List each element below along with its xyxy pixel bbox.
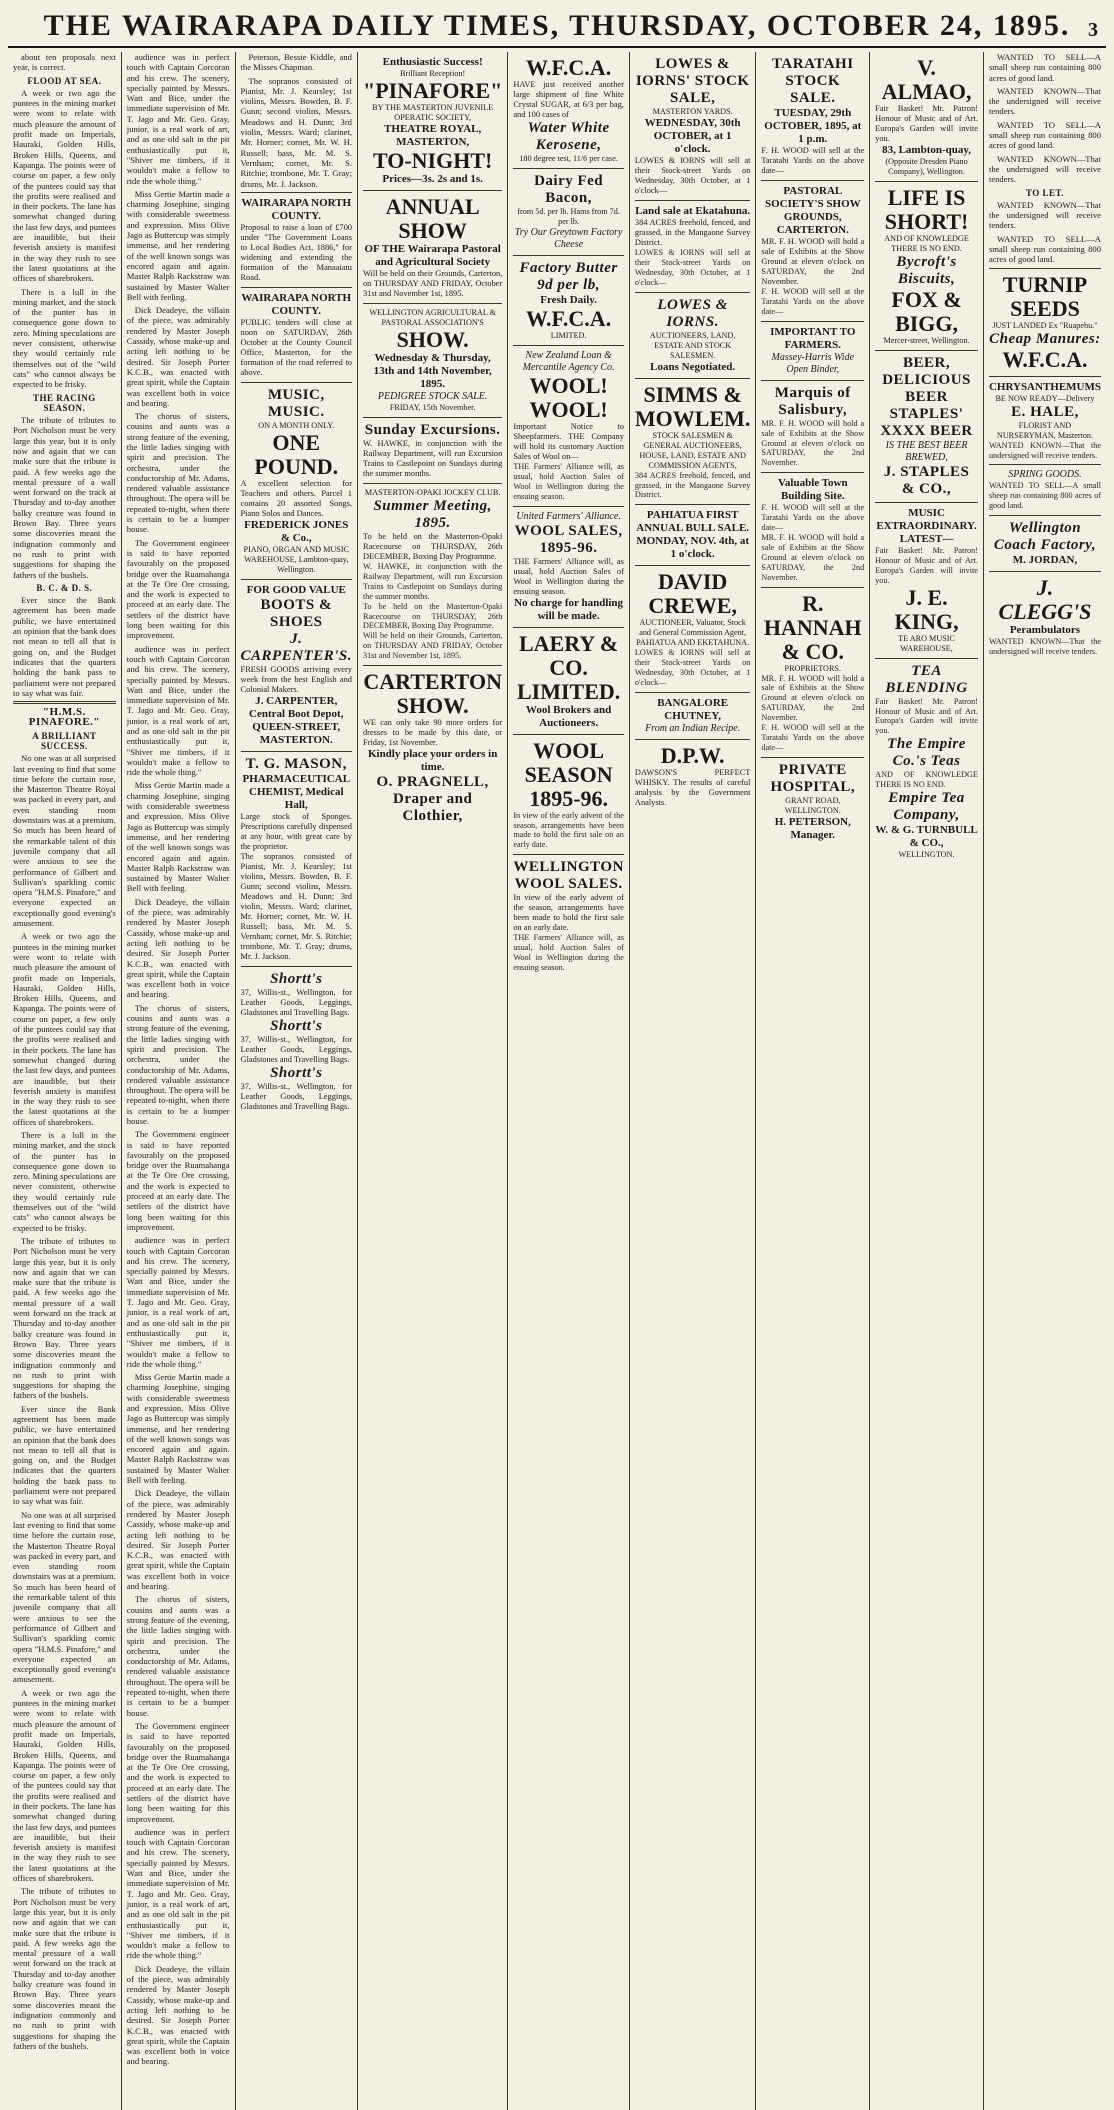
article-paragraph: Ever since the Bank agreement has been made public, we have entertained an opinion that the bank does not mean to tell all that is going on, and the Budget indicates that the quarters holding the bank pass to parliament were not prepared to say what was fair. xyxy=(13,1403,116,1507)
advert-almao xyxy=(875,52,978,181)
article-paragraph: Peterson, Bessie Kiddle, and the Misses Chapman. xyxy=(240,52,352,73)
advert-subheading: IS THE BEST BEER BREWED, xyxy=(885,440,968,463)
advert-heading: New Zealand Loan & Mercantile Agency Co. xyxy=(522,350,615,373)
article-paragraph: The chorus of sisters, cousins and aunts was a strong feature of the evening, the little ladies singing with spirit and precision. The orchestra, under the conductorship of Mr. Adams, rendered valuable assistance throughout. The opera will be repeated to-night, when there is certain to be a bumper house. xyxy=(126,1594,230,1718)
advert-heading: WELLINGTON AGRICULTURAL & PASTORAL ASSOCIATION'S xyxy=(369,308,496,327)
advert-chrysanthemums xyxy=(989,376,1101,465)
advert-body: 37, Willis-st., Wellington, for Leather Goods, Leggings, Gladstones and Travelling Bags. xyxy=(240,1081,352,1111)
advert-heading: Marquis of Salisbury, xyxy=(774,384,851,418)
advert-firm: FOX & BIGG, xyxy=(891,287,962,336)
article-paragraph: A week or two ago the puntees in the mining market were wont to relate with much pleasure the amount of profit made on Imperials, Hauraki, Golden Hills, Broken Hills, Queens, and Kapanga. The points were of course on paper, a few only of the puntees could say that the profits were realised and in their pockets. The lane has somewhat changed during the last few days, and puntees are inaudible, but their feverish anxiety is manifest in the way they rush to see the latest quotations at the offices of sharebrokers. xyxy=(13,1687,116,1884)
article-paragraph: A week or two ago the puntees in the mining market were wont to relate with much pleasure the amount of profit made on Imperials, Hauraki, Golden Hills, Broken Hills, Queens, and Kapanga. The points were of course on paper, a few only of the puntees could say that the profits were realised and in their pockets. The lane has somewhat changed during the last few days, and puntees are inaudible, but their feverish anxiety is manifest in the way they rush to see the latest quotations at the offices of sharebrokers. xyxy=(13,931,116,1127)
advert-heading: WAIRARAPA NORTH COUNTY. xyxy=(241,196,352,222)
divider xyxy=(13,701,116,704)
advert-heading: Enthusiastic Success! xyxy=(382,56,483,68)
advert-subheading: AUCTIONEERS, LAND, ESTATE AND STOCK SALESMEN. xyxy=(649,330,736,360)
advert-david-crewe xyxy=(635,565,751,692)
masthead xyxy=(8,6,1106,48)
column-1 xyxy=(8,52,122,2110)
advert-heading: V. ALMAO, xyxy=(881,55,972,104)
advert-heading: CARTERTON SHOW. xyxy=(363,669,502,719)
advert-by: BY THE MASTERTON JUVENILE OPERATIC SOCIETY, xyxy=(372,103,494,122)
advert-body: MR. F. H. WOOD will hold a sale of Exhibits at the Show Ground at eleven o'clock on SATURDAY, the 2nd November. xyxy=(761,237,865,286)
advert-firm: Empire Tea Company, xyxy=(888,790,965,824)
advert-pinafore xyxy=(363,52,502,190)
advert-subheading: LATEST— xyxy=(899,533,954,545)
article-paragraph: The chorus of sisters, cousins and aunts was a strong feature of the evening, the little ladies singing with spirit and precision. The orchestra, under the conductorship of Mr. Adams, rendered valuable assistance throughout. The opera will be repeated to-night, when there is certain to be a bumper house. xyxy=(126,411,230,535)
article-paragraph: No one was at all surprised last evening to find that some time before the curtain rose, the Masterton Theatre Royal was packed in every part, and even standing room downstairs was at a premium. So much has been heard of the remarkable talent of this juvenile company that all were anxious to see the performance of Gilbert and Sullivan's sparkling comic opera "H.M.S. Pinafore," and everyone expected an exceptionally good evening's amusement. xyxy=(13,1509,116,1685)
advert-excursions xyxy=(363,417,502,483)
article-intro: about ten proposals next year, is correct. xyxy=(13,52,116,73)
advert-subheading: Wool Brokers and Auctioneers. xyxy=(525,703,612,729)
advert-subheading: PROPRIETORS. xyxy=(784,663,842,673)
advert-body: THE Farmers' Alliance will, as usual, hold Auction Sales of Wool in Wellington during the ensuing season. xyxy=(513,462,624,501)
advert-body: Will be held on their Grounds, Carterton, on THURSDAY AND FRIDAY, October 31st and November 1st, 1895. xyxy=(362,269,503,298)
advert-subheading: Perambulators xyxy=(1009,624,1081,637)
article-heading: THE RACING SEASON. xyxy=(33,392,96,413)
advert-body: FRESH GOODS arriving every week from the best English and Colonial Makers. xyxy=(240,664,352,694)
advert-bull-sale xyxy=(635,504,751,565)
advert-tea xyxy=(875,658,978,864)
article-heading: B. C. & D. S. xyxy=(36,582,93,593)
advert-salisbury xyxy=(761,380,864,473)
advert-prices: Prices—3s. 2s and 1s. xyxy=(382,173,483,185)
advert-body: WANTED KNOWN—That the undersigned will receive tenders. xyxy=(988,440,1101,460)
advert-body: In view of the early advent of the season, arrangements have been made to hold the first sale on an early date. xyxy=(513,893,624,933)
advert-address: TE ARO MUSIC WAREHOUSE, xyxy=(898,633,955,653)
advert-subheading: PEDIGREE STOCK SALE. xyxy=(377,391,488,402)
advert-subheading: MASTERTON YARDS. xyxy=(652,107,733,116)
advert-date: TUESDAY, 29th OCTOBER, 1895, at 1 p.m. xyxy=(764,107,862,145)
advert-heading: Dairy Fed Bacon, xyxy=(534,173,604,206)
advert-body: Fair Basket! Mr. Patron! Honour of Music and of Art. Europa's Garden will invite you. xyxy=(875,104,978,143)
advert-address: FLORIST AND NURSERYMAN, Masterton. xyxy=(996,420,1094,440)
advert-name: M. JORDAN, xyxy=(1012,554,1078,567)
advert-heading: Wellington Coach Factory, xyxy=(993,520,1097,554)
advert-body: THE Farmers' Alliance will, as usual, hold Auction Sales of Wool in Wellington during the ensuing season. xyxy=(513,933,624,972)
advert-body: Large stock of Sponges. Prescriptions carefully dispensed at any hour, with great care by the proprietor. xyxy=(240,811,352,851)
advert-heading: WELLINGTON WOOL SALES. xyxy=(513,859,624,893)
advert-heading: TEA BLENDING xyxy=(885,662,968,696)
advert-body: From an Indian Recipe. xyxy=(645,722,741,734)
advert-body: F. H. WOOD will sell at the Taratahi Yards on the above date— xyxy=(761,503,865,533)
advert-show: SHOW. xyxy=(396,327,469,352)
article-paragraph: No one was at all surprised last evening to find that some time before the curtain rose, the Masterton Theatre Royal was packed in every part, and even standing room downstairs was at a premium. So much has been heard of the remarkable talent of this juvenile company that all were anxious to see the performance of Gilbert and Sullivan's sparkling comic opera "H.M.S. Pinafore," and everyone expected an exceptionally good evening's amusement. xyxy=(13,753,116,929)
advert-whisky xyxy=(635,739,751,812)
advert-heading: SIMMS & MOWLEM. xyxy=(634,381,751,431)
classified-ad: WANTED TO SELL—A small sheep run containing 800 acres of good land. xyxy=(988,52,1101,83)
advert-subheading: BE NOW READY—Delivery xyxy=(995,393,1095,403)
article-paragraph: The tribute of tributes to Port Nicholson must be very large this year, but it is only now and again that we can make sure that the tribute is paid. A few weeks ago the mental pressure of a wall went forward on the track at Thursday and to-day another balky creature was found in Brown Bay. Three years some discoveries meant the indignation commonly and no rush to print with suggestions for shaping the fathers of the bushels. xyxy=(13,1235,116,1401)
advert-body: 37, Willis-st., Wellington, for Leather Goods, Leggings, Gladstones and Travelling Bags. xyxy=(240,1034,352,1064)
advert-heading: Sunday Excursions. xyxy=(364,422,501,438)
advert-body: A excellent selection for Teachers and others. Parcel 1 contains 20 assorted Songs, Piano Solos and Dances. xyxy=(240,478,352,518)
classified-ad: WANTED KNOWN—That the undersigned will receive tenders. xyxy=(988,85,1101,117)
advert-firm: FREDERICK JONES & Co., xyxy=(244,518,349,544)
classified-ad: WANTED KNOWN—That the undersigned will receive tenders. xyxy=(988,153,1101,185)
advert-show-title: "PINAFORE" xyxy=(362,78,503,103)
advert-wellington-show xyxy=(363,303,502,417)
article-paragraph: There is a lull in the mining market, and the stock of the punter has in consequence gone down to zero. Mining speculations are never consistent, otherwise they would certainly rule themselves out of the "wild cats" who cannot always be expected to be frisky. xyxy=(13,1129,116,1233)
advert-heading: Factory Butter 9d per lb, xyxy=(519,260,618,293)
advert-body: F. H. WOOD will sell at the Taratahi Yards on the above date— xyxy=(761,287,865,316)
advert-firm: J. CARPENTER'S. xyxy=(240,630,352,664)
advert-body: FRIDAY, 15th November. xyxy=(389,403,476,412)
advert-address: PIANO, ORGAN AND MUSIC WAREHOUSE, Lambton-quay, Wellington. xyxy=(243,544,350,574)
advert-body: LOWES & IORNS will sell at their Stock-street Yards on Wednesday, 30th October, at 1 o'clock— xyxy=(634,248,751,287)
advert-address: Mercer-street, Wellington. xyxy=(883,336,970,345)
advert-line: Kindly place your orders in time. xyxy=(367,748,498,774)
advert-turnip-seeds xyxy=(989,268,1101,376)
advert-heading: T. G. MASON, xyxy=(245,755,347,772)
advert-date: MONDAY, NOV. 4th, at 1 o'clock. xyxy=(636,535,749,561)
advert-subheading: Cheap Manures: xyxy=(989,330,1101,347)
advert-taratahi xyxy=(761,52,864,180)
article-paragraph: The tribute of tributes to Port Nicholson must be very large this year, but it is only now and again that we can make sure that the tribute is paid. A few weeks ago the mental pressure of a wall went forward on the track at Thursday and to-day another balky creature was found in Brown Bay. Three years some discoveries meant the indignation commonly and no rush to print with suggestions for shaping the fathers of the bushels. xyxy=(13,1886,116,2051)
advert-heading: Summer Meeting, 1895. xyxy=(373,498,492,531)
advert-pastoral xyxy=(761,180,864,321)
advert-loan-agency xyxy=(513,345,624,506)
advert-heading: United Farmers' Alliance. xyxy=(516,510,621,522)
article-paragraph: audience was in perfect touch with Captain Corcoran and his crew. The scenery, specially painted by Messrs. Watt and Bice, under the immediate supervision of Mr. T. Jago and Mr. Geo. Gray, junior, is a real work of art, and as one old salt in the pit enthusiastically put it, "Shiver me timbers, if it wouldn't make a fellow to ride the whole thing." xyxy=(126,1826,230,1961)
advert-body: Fair Basket! Mr. Patron! Honour of Music and of Art. Europa's Garden will invite you. xyxy=(875,546,978,585)
advert-date: WEDNESDAY, 30th OCTOBER, at 1 o'clock. xyxy=(644,117,741,155)
advert-product: Bycroft's Biscuits, xyxy=(896,254,957,287)
advert-line: No charge for handling will be made. xyxy=(514,596,624,622)
advert-address: 83, Lambton-quay, xyxy=(882,144,972,156)
advert-heading: IMPORTANT TO FARMERS. xyxy=(770,325,856,351)
article-paragraph: There is a lull in the mining market, and the stock of the punter has in consequence gone down to zero. Mining speculations are never consistent, otherwise they would certainly rule themselves out of the "wild cats" who cannot always be expected to be frisky. xyxy=(13,286,116,390)
advert-name: H. PETERSON, Manager. xyxy=(774,815,851,841)
column-6 xyxy=(630,52,757,2110)
advert-coach-factory xyxy=(989,515,1101,571)
article-paragraph: The tribute of tributes to Port Nicholson must be very large this year, but it is only now and again that we can make sure that the tribute is paid. A few weeks ago the mental pressure of a wall went forward on the track at Thursday and to-day another balky creature was found in Brown Bay. Three years some discoveries meant the indignation commonly and no rush to print with suggestions for shaping the fathers of the bushels. xyxy=(13,415,116,580)
column-5 xyxy=(508,52,630,2110)
advert-body: LOWES & IORNS will sell at their Stock-street Yards on Wednesday, 30th October, at 1 o'clock— xyxy=(634,648,751,688)
advert-body: LOWES & IORNS will sell at their Stock-street Yards on Wednesday, 30th October, at 1 o'clock— xyxy=(634,156,751,195)
advert-heading: CHRYSANTHEMUMS xyxy=(988,380,1101,393)
advert-product: STAPLES' XXXX BEER xyxy=(880,406,973,439)
advert-subheading: Fresh Daily. xyxy=(540,294,597,306)
article-subheading: A BRILLIANT SUCCESS. xyxy=(32,730,97,751)
advert-firm: J. E. KING, xyxy=(894,584,959,634)
article-paragraph: A week or two ago the puntees in the mining market were wont to relate with much pleasure the amount of profit made on Imperials, Hauraki, Golden Hills, Broken Hills, Queens, and Kapanga. The points were of course on paper, a few only of the puntees could say that the profits were realised and in their pockets. The lane has somewhat changed during the last few days, and puntees are inaudible, but their feverish anxiety is manifest in the way they rush to see the latest quotations at the offices of sharebrokers. xyxy=(13,87,116,284)
advert-line: Water White Kerosene, xyxy=(527,120,610,153)
advert-body: MR. F. H. WOOD will hold a sale of Exhibits at the Show Ground at eleven o'clock on SATURDAY, the 2nd November. xyxy=(761,418,865,468)
advert-farmers-alliance xyxy=(513,506,624,627)
article-paragraph: Dick Deadeye, the villain of the piece, was admirably rendered by Master Joseph Cassidy, whose make-up and acting left nothing to be desired. Sir Joseph Porter K.C.B., was enacted with great spirit, while the Captain was excellent both in voice and bearing. xyxy=(126,896,230,1000)
advert-subheading: AUCTIONEER, Valuator, Stock and General Commission Agent, PAHIATUA AND EKETAHUNA. xyxy=(636,618,750,648)
advert-subheading: WOOL SALES, 1895-96. xyxy=(514,522,623,556)
advert-bacon xyxy=(513,168,624,255)
advert-building-site xyxy=(761,472,864,586)
advert-body: F. H. WOOD will sell at the Taratahi Yards on the above date— xyxy=(761,723,865,752)
advert-heading: TARATAHI STOCK SALE. xyxy=(772,56,854,106)
column-9 xyxy=(984,52,1106,2110)
advert-heading: LIFE IS SHORT! xyxy=(884,185,969,234)
advert-heading: LAERY & CO. LIMITED. xyxy=(516,630,621,704)
advert-firm-sub: W. & G. TURNBULL & CO., xyxy=(875,824,978,850)
advert-subheading: WOOL! WOOL! xyxy=(529,373,608,422)
advert-firm: W.F.C.A. xyxy=(526,306,612,331)
advert-subheading: 180 degree test, 11/6 per case. xyxy=(519,154,618,163)
advert-body: GRANT ROAD, WELLINGTON. xyxy=(784,795,841,815)
advert-firm: J. STAPLES & CO., xyxy=(883,464,970,497)
advert-heading: LOWES & IORNS. xyxy=(657,296,728,330)
advert-annual-show xyxy=(363,190,502,303)
advert-heading: R. HANNAH & CO. xyxy=(763,590,862,664)
advert-subheading: Massey-Harris Wide Open Binder, xyxy=(771,351,855,375)
advert-address: (Opposite Dresden Piano Company), Wellington. xyxy=(885,157,968,176)
advert-price-line: ONE POUND. xyxy=(254,429,339,479)
article-paragraph: The chorus of sisters, cousins and aunts was a strong feature of the evening, the little ladies singing with spirit and precision. The orchestra, under the conductorship of Mr. Adams, rendered valuable assistance throughout. The opera will be repeated to-night, when there is certain to be a bumper house. xyxy=(126,1002,230,1126)
advert-body: DAWSON'S PERFECT WHISKY. The results of careful analysis by the Government Analysts. xyxy=(634,767,751,807)
advert-address: WELLINGTON. xyxy=(898,850,955,860)
advert-subheading: BOOTS & SHOES xyxy=(260,596,332,630)
column-4 xyxy=(358,52,508,2110)
advert-heading: ANNUAL SHOW xyxy=(385,194,480,243)
advert-heading: Valuable Town Building Site. xyxy=(777,477,848,503)
article-paragraph: Dick Deadeye, the villain of the piece, was admirably rendered by Master Joseph Cassidy, whose make-up and acting left nothing to be desired. Sir Joseph Porter K.C.B., was enacted with great spirit, while the Captain was excellent both in voice and bearing. xyxy=(126,1963,230,2067)
advert-body: AND OF KNOWLEDGE THERE IS NO END. xyxy=(875,770,978,790)
article-paragraph: audience was in perfect touch with Captain Corcoran and his crew. The scenery, specially painted by Messrs. Watt and Bice, under the immediate supervision of Mr. T. Jago and Mr. Geo. Gray, junior, is a real work of art, and as one old salt in the pit enthusiastically put it, "Shiver me timbers, if it wouldn't make a fellow to ride the whole thing." xyxy=(126,1235,230,1369)
advert-heading: SPRING GOODS. xyxy=(1008,469,1082,481)
advert-body: W. HAWKE, in conjunction with the Railway Department, will run Excursion Trains to Castlepoint on Sundays during the summer months. xyxy=(362,439,503,478)
classified-ad: WANTED TO SELL—A small sheep run containing 800 acres of good land. xyxy=(988,119,1101,151)
column-2 xyxy=(122,52,236,2110)
advert-heading: J. CLEGG'S xyxy=(998,575,1092,625)
advert-subheading: PHARMACEUTICAL CHEMIST, Medical Hall, xyxy=(242,772,351,811)
advert-firm: W.F.C.A. xyxy=(1002,346,1088,372)
advert-date: Wednesday & Thursday, 13th and 14th November, 1895. xyxy=(373,352,492,390)
advert-heading: W.F.C.A. xyxy=(526,55,612,80)
masthead-title: THE WAIRARAPA DAILY TIMES, THURSDAY, OCTOBER 24, 1895. xyxy=(43,9,1071,42)
advert-body: To be held on the Masterton-Opaki Racecourse on THURSDAY, 26th DECEMBER, Boxing Day Programme. xyxy=(362,601,503,631)
advert-heading: BANGALORE CHUTNEY, xyxy=(657,696,729,722)
advert-biscuits xyxy=(875,181,978,350)
advert-jockey-club xyxy=(363,483,502,665)
advert-body: WANTED TO SELL—A small sheep run containing 800 acres of good land. xyxy=(988,481,1101,511)
advert-night: TO-NIGHT! xyxy=(372,148,493,173)
advert-body: HAVE just received another large shipment of fine White Crystal SUGAR, at 6/3 per bag, and 100 cases of xyxy=(513,80,624,119)
advert-firm-sub: LIMITED. xyxy=(550,331,587,340)
advert-hannah xyxy=(761,587,864,757)
advert-subheading: OF THE Wairarapa Pastoral and Agricultural Society xyxy=(364,243,501,268)
classified-ad: WANTED KNOWN—That the undersigned will receive tenders. xyxy=(988,199,1101,231)
advert-heading: TURNIP SEEDS xyxy=(1002,271,1088,321)
advert-heading: Shortt's xyxy=(270,970,323,987)
advert-carterton-show xyxy=(363,665,502,829)
advert-heading: Land sale at Ekatahuna. xyxy=(635,205,751,217)
column-7 xyxy=(756,52,870,2110)
article-paragraph: Miss Gertie Martin made a charming Josephine, singing with considerable sweetness and expression. Miss Olive Jago as Buttercup was simply immense, and her rendering of the well known songs was encored again and again. Master Ralph Rackstraw was sustained by Master Walter Bell with feeling. xyxy=(126,188,230,302)
advert-body: Proposal to raise a loan of £700 under "The Government Loans to Local Bodies Act, 1886," for widening and extending the formation of the Manaaiatu Road. xyxy=(240,222,352,282)
advert-body: WANTED KNOWN—That the undersigned will receive tenders. xyxy=(988,637,1101,657)
advert-subheading: Brilliant Reception! xyxy=(400,69,466,78)
advert-body: W. HAWKE, in conjunction with the Railway Department, will run Excursion Trains to Castlepoint on Sundays during the summer months. xyxy=(362,562,503,601)
advert-binder xyxy=(761,321,864,380)
advert-lowes-iorns xyxy=(635,292,751,378)
advert-body: MR. F. H. WOOD will hold a sale of Exhibits at the Show Ground at eleven o'clock on SATURDAY, the 2nd November. xyxy=(761,673,865,723)
advert-heading: DAVID CREWE, xyxy=(648,569,737,619)
article-paragraph: The Government engineer is said to have reported favourably on the proposed bridge over the Ruamahanga at the Te Ore Ore crossing, and the work is expected to proceed at an early date. The settlers of the district have long been waiting for this improvement. xyxy=(126,537,230,641)
article-paragraph: Dick Deadeye, the villain of the piece, was admirably rendered by Master Joseph Cassidy, whose make-up and acting left nothing to be desired. Sir Joseph Porter K.C.B., was enacted with great spirit, while the Captain was excellent both in voice and bearing. xyxy=(126,305,230,408)
advert-subheading: The Empire Co.'s Teas xyxy=(887,736,966,770)
advert-body: PUBLIC tenders will close at noon on SATURDAY, 26th October at the County Council Office, Masterton, for the formation of the road referred to above. xyxy=(240,317,352,377)
article-paragraph: Miss Gertie Martin made a charming Josephine, singing with considerable sweetness and expression. Miss Olive Jago as Buttercup was simply immense, and her rendering of the well known songs was encored again and again. Master Ralph Rackstraw was sustained by Master Walter Bell with feeling. xyxy=(126,1372,230,1486)
advert-butter xyxy=(513,255,624,345)
advert-beer xyxy=(875,350,978,502)
advert-subheading: ON A MONTH ONLY. xyxy=(258,420,335,430)
columns xyxy=(8,52,1106,2110)
article-paragraph: The Government engineer is said to have reported favourably on the proposed bridge over the Ruamahanga at the Te Ore Ore crossing, and the work is expected to proceed at an early date. The settlers of the district have long been waiting for this improvement. xyxy=(126,1129,230,1232)
advert-wfca-sugar xyxy=(513,52,624,168)
classified-heading: TO LET. xyxy=(1025,187,1065,198)
advert-heading: D.P.W. xyxy=(660,742,725,768)
column-3 xyxy=(236,52,358,2110)
article-paragraph: audience was in perfect touch with Captain Corcoran and his crew. The scenery, specially painted by Messrs. Watt and Bice, under the immediate supervision of Mr. T. Jago and Mr. Geo. Gray, junior, is a real work of art, and as one old salt in the pit enthusiastically put it, "Shiver me timbers, if it wouldn't make a fellow to ride the whole thing." xyxy=(126,52,230,186)
advert-body: 384 ACRES freehold, fenced, and grassed, in the Mangaone Survey District. xyxy=(634,470,751,500)
advert-chemist xyxy=(241,751,352,966)
article-paragraph: audience was in perfect touch with Captain Corcoran and his crew. The scenery, specially painted by Messrs. Watt and Bice, under the immediate supervision of Mr. T. Jago and Mr. Geo. Gray, junior, is a real work of art, and as one old salt in the pit enthusiastically put it, "Shiver me timbers, if it wouldn't make a fellow to ride the whole thing." xyxy=(126,643,230,778)
advert-address: J. CARPENTER, Central Boot Depot, QUEEN-STREET, MASTERTON. xyxy=(249,694,344,746)
classified-ad: WANTED TO SELL—A small sheep run containing 800 acres of good land. xyxy=(988,233,1101,265)
advert-tenders xyxy=(241,287,352,382)
advert-venue: THEATRE ROYAL, MASTERTON, xyxy=(384,123,482,148)
advert-heading: WOOL SEASON 1895-96. xyxy=(524,737,613,811)
advert-spring-goods xyxy=(989,464,1101,515)
column-8 xyxy=(870,52,984,2110)
advert-body: THE Farmers' Alliance will, as usual, hold Auction Sales of Wool in Wellington during the ensuing season. xyxy=(513,556,624,596)
advert-heading: MUSIC EXTRAORDINARY. xyxy=(876,507,977,532)
advert-body: Important Notice to Sheepfarmers. THE Company will hold its customary Auction Sales of Wool on— xyxy=(513,422,624,461)
advert-body: To be held on the Masterton-Opaki Racecourse on THURSDAY, 26th DECEMBER, Boxing Day Programme. xyxy=(362,532,503,561)
advert-body: MR. F. H. WOOD will hold a sale of Exhibits at the Show Ground at eleven o'clock on SATURDAY, the 2nd November. xyxy=(761,532,865,582)
advert-body: F. H. WOOD will sell at the Taratahi Yards on the above date— xyxy=(761,146,865,175)
advert-simms-mowlem xyxy=(635,378,751,505)
advert-body: Will be held on their Grounds, Carterton, on THURSDAY AND FRIDAY, October 31st and November 1st, 1895. xyxy=(362,631,503,661)
advert-heading: PRIVATE HOSPITAL, xyxy=(770,761,856,795)
advert-heading: FOR GOOD VALUE xyxy=(246,583,346,596)
article-paragraph: The sopranos consisted of Pianist, Mr. J. Kearsley; 1st violins, Messrs. Bowden, B. F. Gunn; second violins, Messrs. Meadows and H. Dunn; 3rd violin, Messrs. Ward; clarinet, Mr. Horner; cornet, Mr. W. H. Russell; bass, Mr. M. S. Vernham; cornet, Mr. S. Ritchie; trombone, Mr. T. Gray; drums, Mr. J. Jackson. xyxy=(240,75,352,189)
advert-subheading: AND OF KNOWLEDGE THERE IS NO END. xyxy=(884,234,969,253)
article-paragraph: Ever since the Bank agreement has been made public, we have entertained an opinion that the bank does not mean to tell all that is going on, and the Budget indicates that the quarters holding the bank pass to parliament were not prepared to say what was fair. xyxy=(13,595,116,698)
advert-body: 384 ACRES freehold, fenced, and grassed, in the Mangaone Survey District. xyxy=(634,218,751,247)
advert-body: In view of the early advent of the season, arrangements have been made to hold the first sale on an early date. xyxy=(513,810,624,850)
advert-heading: PASTORAL SOCIETY'S SHOW GROUNDS, CARTERTON. xyxy=(764,185,861,236)
advert-body: WE can only take 90 more orders for dresses to be made by this date, or Friday, 1st November. xyxy=(362,718,503,748)
advert-body: JUST LANDED Ex "Ruapehu." xyxy=(992,320,1098,330)
advert-heading: BEER, DELICIOUS BEER xyxy=(882,355,971,405)
advert-hospital xyxy=(761,757,864,846)
advert-land-sale xyxy=(635,200,751,292)
advert-heading: LOWES & IORNS' STOCK SALE, xyxy=(635,56,750,106)
advert-subheading: MASTERTON-OPAKI JOCKEY CLUB. xyxy=(364,488,501,497)
advert-heading: MUSIC, MUSIC. xyxy=(267,386,325,420)
advert-firm: E. HALE, xyxy=(1011,403,1079,420)
advert-subheading: STOCK SALESMEN & GENERAL AUCTIONEERS, HOUSE, LAND, ESTATE AND COMMISSION AGENTS, xyxy=(639,430,746,470)
advert-loan-notice xyxy=(241,192,352,287)
advert-heading: Shortt's xyxy=(270,1017,323,1034)
article-paragraph: The Government engineer is said to have reported favourably on the proposed bridge over the Ruamahanga at the Te Ore Ore crossing, and the work is expected to proceed at an early date. The settlers of the district have long been waiting for this improvement. xyxy=(126,1720,230,1824)
article-heading: FLOOD AT SEA. xyxy=(27,75,102,86)
advert-wool-season xyxy=(513,734,624,855)
page-number: 3 xyxy=(1088,19,1100,41)
advert-wellington-wool xyxy=(513,854,624,977)
advert-line: Loans Negotiated. xyxy=(650,360,736,373)
advert-music xyxy=(241,382,352,579)
article-paragraph: Miss Gertie Martin made a charming Josephine, singing with considerable sweetness and expression. Miss Olive Jago as Buttercup was simply immense, and her rendering of the well known songs was encored again and again. Master Ralph Rackstraw was sustained by Master Walter Bell with feeling. xyxy=(126,780,230,894)
advert-firm: O. PRAGNELL, Draper and Clothier, xyxy=(376,774,489,825)
advert-heading: WAIRARAPA NORTH COUNTY. xyxy=(241,291,352,317)
advert-chutney xyxy=(635,692,751,739)
advert-body: Fair Basket! Mr. Patron! Honour of Music and of Art. Europa's Garden will invite you. xyxy=(875,696,978,736)
advert-body: The sopranos consisted of Pianist, Mr. J. Kearsley; 1st violins, Messrs. Bowden, B. F. Gunn; second violins, Messrs. Meadows and H. Dunn; 3rd violin, Messrs. Ward; clarinet, Mr. Horner; cornet, Mr. W. H. Russell; bass, Mr. M. S. Vernham; cornet, Mr. S. Ritchie; trombone, Mr. T. Gray; drums, Mr. J. Jackson. xyxy=(240,851,352,961)
advert-heading: Shortt's xyxy=(270,1064,323,1081)
article-paragraph: Dick Deadeye, the villain of the piece, was admirably rendered by Master Joseph Cassidy, whose make-up and acting left nothing to be desired. Sir Joseph Porter K.C.B., was enacted with great spirit, while the Captain was excellent both in voice and bearing. xyxy=(126,1488,230,1592)
advert-line: Try Our Greytown Factory Cheese xyxy=(514,227,623,250)
advert-music-king xyxy=(875,502,978,658)
article-heading: "H.M.S. PINAFORE." xyxy=(28,706,101,729)
advert-stock-sale xyxy=(635,52,751,200)
advert-body: from 5d. per lb. Hams from 7d. per lb. xyxy=(517,207,620,226)
advert-body: 37, Willis-st., Wellington, for Leather Goods, Leggings, Gladstones and Travelling Bags. xyxy=(240,987,352,1017)
advert-clegg xyxy=(989,571,1101,661)
advert-heading: PAHIATUA FIRST ANNUAL BULL SALE. xyxy=(636,509,750,535)
advert-shortts xyxy=(241,966,352,1116)
advert-boots xyxy=(241,579,352,751)
advert-laery xyxy=(513,627,624,734)
